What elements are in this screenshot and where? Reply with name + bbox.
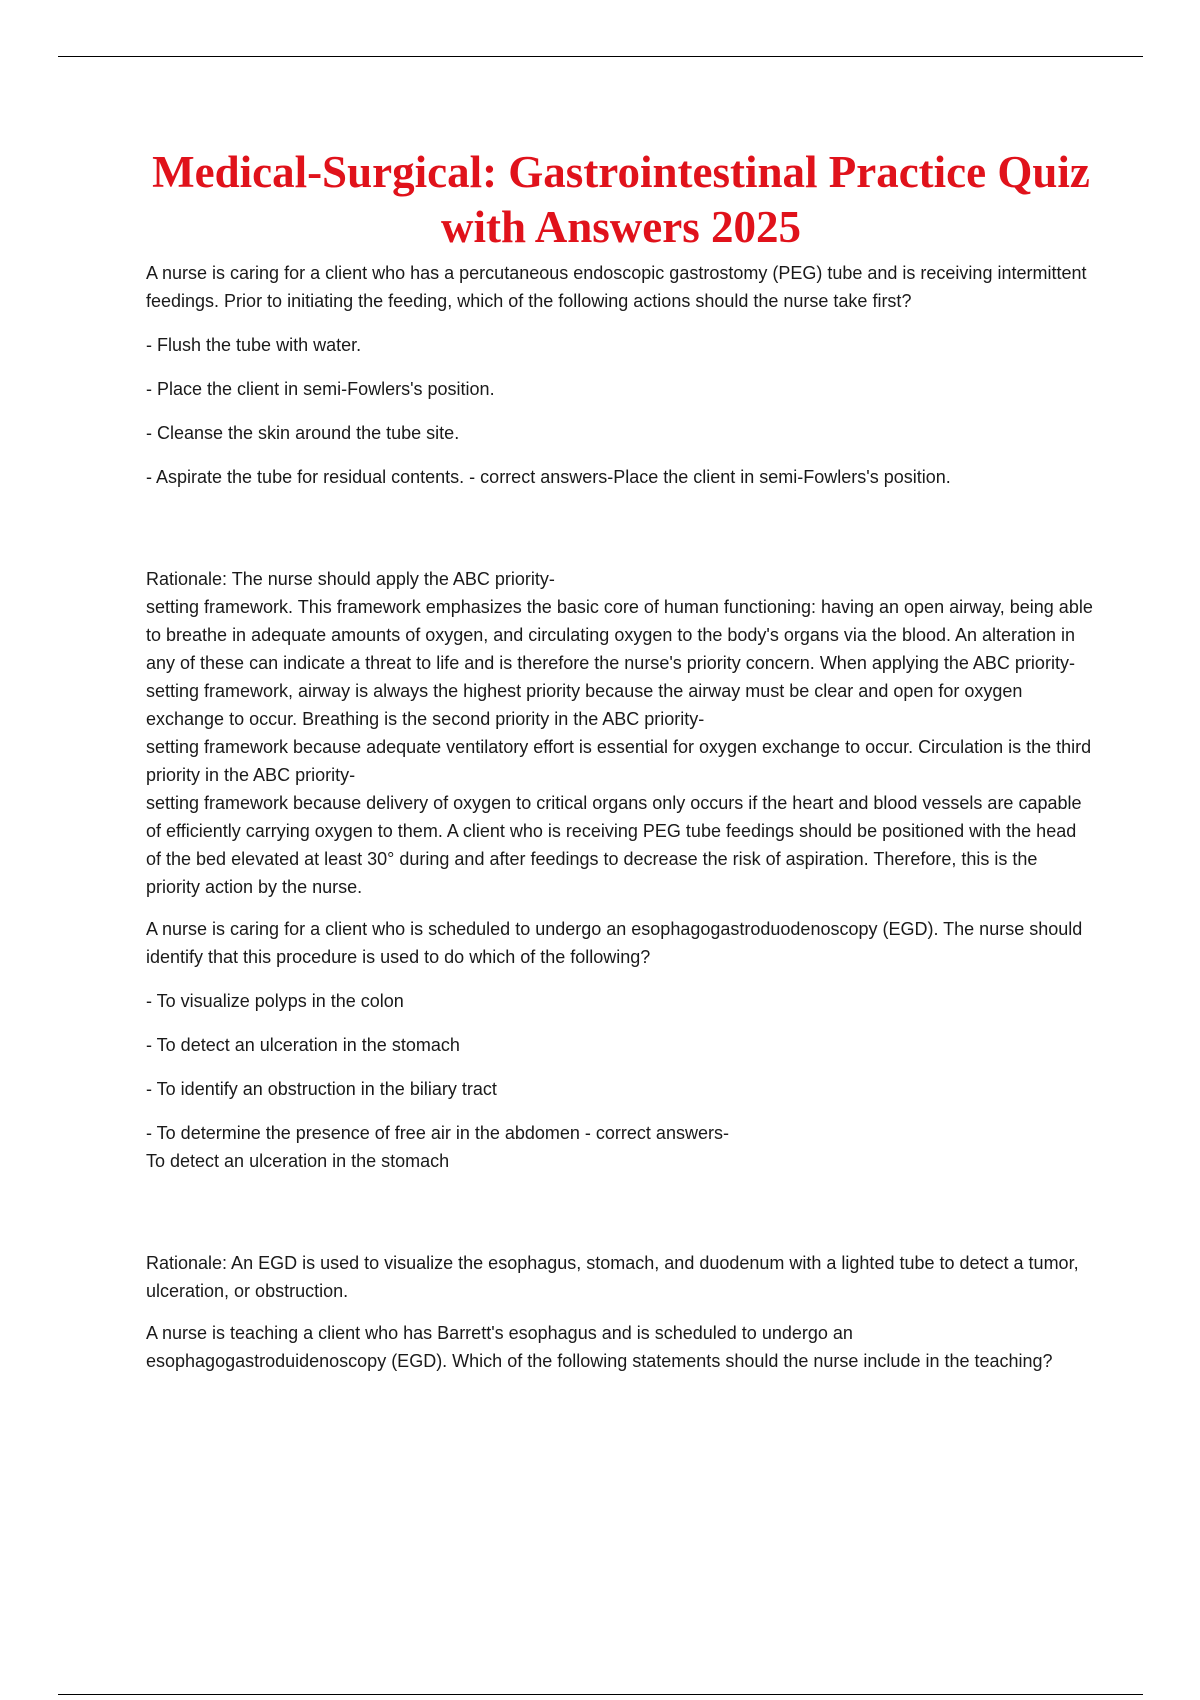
question-1-option-1: - Flush the tube with water. [146, 335, 362, 355]
question-1-option-4-answer: - Aspirate the tube for residual contents. - correct answers-Place the client in semi-Fowlers's position. [146, 467, 951, 487]
top-rule [58, 56, 1143, 57]
question-2-option-3: - To identify an obstruction in the biliary tract [146, 1079, 497, 1099]
question-2-stem: A nurse is caring for a client who is scheduled to undergo an esophagogastroduodenoscopy (EGD). The nurse should identify that this procedure is used to do which of the following? [146, 919, 1083, 967]
rationale-line: setting framework because delivery of oxygen to critical organs only occurs if the heart and blood vessels are capable of efficiently carrying oxygen to them. A client who is receiving PEG tube feedings should be positioned with the head of the bed elevated at least 30° during and after feedings to decrease the risk of aspiration. Therefore, this is the priority action by the nurse. [146, 793, 1082, 897]
rationale-line: setting framework. This framework emphasizes the basic core of human functioning: having an open airway, being able to breathe in adequate amounts of oxygen, and circulating oxygen to the body's organs via the blood. An alteration in any of these can indicate a threat to life and is therefore the nurse's priority concern. When applying the ABC priority- [146, 597, 1093, 673]
question-2-option-1: - To visualize polyps in the colon [146, 991, 404, 1011]
spacer [146, 507, 1096, 565]
question-3-stem: A nurse is teaching a client who has Barrett's esophagus and is scheduled to undergo an esophagogastroduidenoscopy (EGD). Which of the following statements should the nurse include in the teaching? [146, 1323, 1053, 1371]
bottom-rule [58, 1694, 1143, 1695]
question-1-stem: A nurse is caring for a client who has a percutaneous endoscopic gastrostomy (PEG) tube and is receiving intermittent feedings. Prior to initiating the feeding, which of the following actions should the nurse take first? [146, 263, 1087, 311]
question-2-rationale: Rationale: An EGD is used to visualize the esophagus, stomach, and duodenum with a lighted tube to detect a tumor, ulceration, or obstruction. [146, 1253, 1079, 1301]
question-1-option-2: - Place the client in semi-Fowlers's position. [146, 379, 495, 399]
document-title: Medical-Surgical: Gastrointestinal Practice Quiz with Answers 2025 [152, 147, 1090, 252]
question-2-correct-answer: To detect an ulceration in the stomach [146, 1151, 450, 1171]
document-body [146, 145, 1096, 1391]
rationale-line: setting framework, airway is always the highest priority because the airway must be clear and open for oxygen exchange to occur. Breathing is the second priority in the ABC priority- [146, 681, 1023, 729]
question-1-option-3: - Cleanse the skin around the tube site. [146, 423, 460, 443]
rationale-line: Rationale: The nurse should apply the ABC priority- [146, 569, 555, 589]
rationale-line: setting framework because adequate ventilatory effort is essential for oxygen exchange to occur. Circulation is the third priority in the ABC priority- [146, 737, 1092, 785]
question-1-rationale [146, 565, 1096, 901]
question-2-option-4: - To determine the presence of free air in the abdomen - correct answers- [146, 1123, 729, 1143]
spacer [146, 1191, 1096, 1249]
question-2-option-4-answer [146, 1119, 1096, 1175]
question-2-option-2: - To detect an ulceration in the stomach [146, 1035, 460, 1055]
